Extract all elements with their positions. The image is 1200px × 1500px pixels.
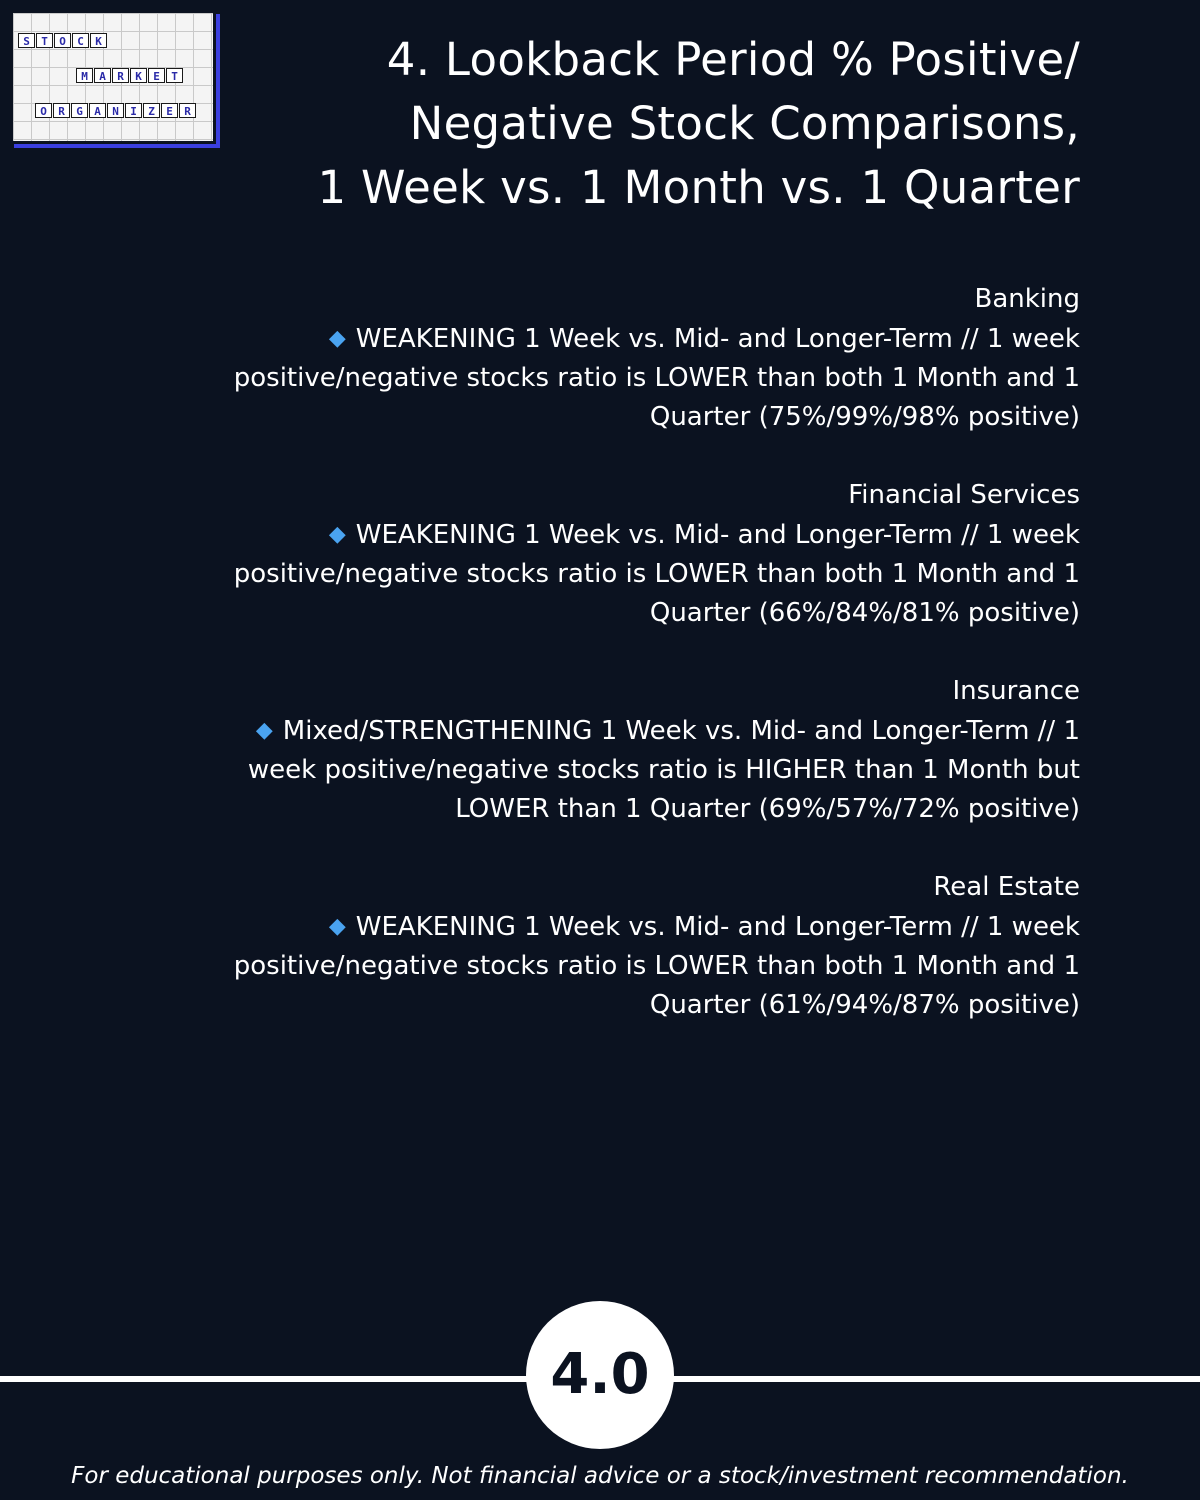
logo-letter: T bbox=[36, 33, 53, 48]
sector-banking bbox=[200, 280, 1080, 437]
sector-name: Insurance bbox=[952, 676, 1080, 706]
logo-letter: I bbox=[125, 103, 142, 118]
logo-letter: A bbox=[94, 68, 111, 83]
sector-name: Banking bbox=[974, 284, 1080, 314]
logo-word-market bbox=[76, 68, 184, 83]
sector-insurance bbox=[200, 672, 1080, 829]
sector-name: Financial Services bbox=[848, 480, 1080, 510]
sector-name: Real Estate bbox=[933, 872, 1080, 902]
page-title bbox=[280, 28, 1080, 220]
logo-letter: Z bbox=[143, 103, 160, 118]
logo-letter: C bbox=[72, 33, 89, 48]
logo-letter: R bbox=[179, 103, 196, 118]
title-line-3: 1 Week vs. 1 Month vs. 1 Quarter bbox=[317, 161, 1080, 214]
sector-description bbox=[200, 319, 1080, 437]
sector-financial-services bbox=[200, 476, 1080, 633]
disclaimer-text: For educational purposes only. Not financial advice or a stock/investment recommendation. bbox=[71, 1463, 1129, 1489]
logo-letter: N bbox=[107, 103, 124, 118]
logo-word-stock bbox=[18, 33, 108, 48]
sector-comparison-list bbox=[200, 280, 1080, 1064]
logo-letter: E bbox=[148, 68, 165, 83]
sector-description-text: WEAKENING 1 Week vs. Mid- and Longer-Term // 1 week positive/negative stocks ratio is LOWER than both 1 Month and 1 Quarter (61%/94%/87% positive) bbox=[233, 912, 1080, 1020]
logo-letter: S bbox=[18, 33, 35, 48]
diamond-icon: ◆ bbox=[255, 718, 273, 743]
logo-letter: R bbox=[53, 103, 70, 118]
sector-description bbox=[200, 907, 1080, 1025]
logo-word-organizer bbox=[35, 103, 197, 118]
logo-letter: O bbox=[54, 33, 71, 48]
diamond-icon: ◆ bbox=[328, 914, 346, 939]
logo-letter: K bbox=[130, 68, 147, 83]
sector-real-estate bbox=[200, 868, 1080, 1025]
logo-letter: M bbox=[76, 68, 93, 83]
logo-letter: T bbox=[166, 68, 183, 83]
title-line-1: 4. Lookback Period % Positive/ bbox=[386, 33, 1080, 86]
sector-description bbox=[200, 515, 1080, 633]
sector-description-text: Mixed/STRENGTHENING 1 Week vs. Mid- and Longer-Term // 1 week positive/negative stocks ratio is HIGHER than 1 Month but LOWER than 1 Quarter (69%/57%/72% positive) bbox=[247, 716, 1080, 824]
title-line-2: Negative Stock Comparisons, bbox=[409, 97, 1080, 150]
diamond-icon: ◆ bbox=[328, 522, 346, 547]
sector-description-text: WEAKENING 1 Week vs. Mid- and Longer-Term // 1 week positive/negative stocks ratio is LOWER than both 1 Month and 1 Quarter (75%/99%/98% positive) bbox=[233, 324, 1080, 432]
logo-letter: G bbox=[71, 103, 88, 118]
logo-letter: O bbox=[35, 103, 52, 118]
sector-description-text: WEAKENING 1 Week vs. Mid- and Longer-Term // 1 week positive/negative stocks ratio is LOWER than both 1 Month and 1 Quarter (66%/84%/81% positive) bbox=[233, 520, 1080, 628]
logo-letter: A bbox=[89, 103, 106, 118]
logo-letter: E bbox=[161, 103, 178, 118]
logo-letter: R bbox=[112, 68, 129, 83]
diamond-icon: ◆ bbox=[328, 326, 346, 351]
section-number-badge: 4.0 bbox=[526, 1301, 674, 1449]
sector-description bbox=[200, 711, 1080, 829]
stock-market-organizer-logo bbox=[10, 10, 216, 144]
logo-letter: K bbox=[90, 33, 107, 48]
